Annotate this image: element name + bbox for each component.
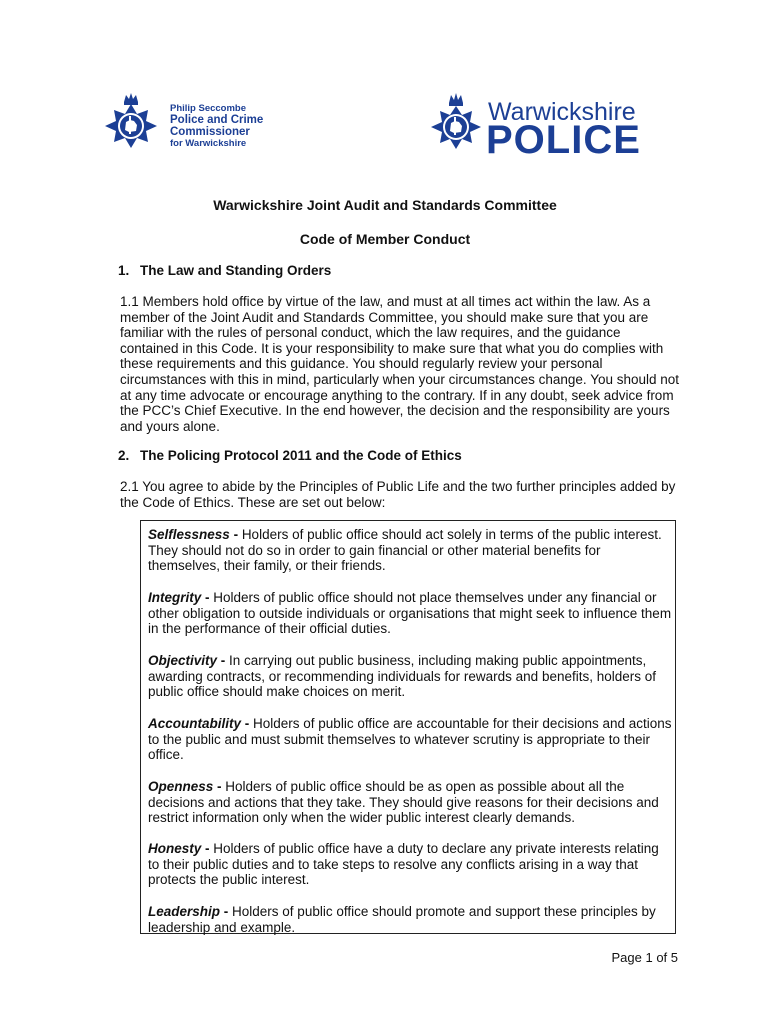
- section-2-number: 2.: [118, 448, 130, 463]
- principle-text: Holders of public office should not place themselves under any financial or other obligation to outside individuals or organisations that might seek to influence them in the performance of their official duties.: [148, 590, 672, 637]
- section-2-heading: [118, 448, 462, 463]
- principle-objectivity: Objectivity - In carrying out public business, including making public appointments, awarding contracts, or recommending individuals for rewards and benefits, holders of public office should make choices on merit.: [148, 653, 657, 700]
- police-logo: [424, 90, 664, 162]
- section-2-title: The Policing Protocol 2011 and the Code of Ethics: [140, 448, 462, 463]
- police-star-badge-icon: [424, 90, 488, 160]
- principle-honesty: Honesty - Holders of public office have a duty to declare any private interests relating to their public duties and to take steps to resolve any conflicts arising in a way that protects the public interest.: [148, 841, 659, 888]
- pcc-line1: Philip Seccombe: [170, 103, 247, 114]
- principle-openness: Openness - Holders of public office should be as open as possible about all the decisions and actions that they take. They should give reasons for their decisions and restrict information only when the wider public interest clearly demands.: [148, 779, 659, 826]
- principle-integrity: Integrity - Holders of public office should not place themselves under any financial or other obligation to outside individuals or organisations that might seek to influence them in the performance of their official duties.: [148, 590, 672, 637]
- pcc-line3: Commissioner: [170, 126, 250, 138]
- page-number: Page 1 of 5: [611, 950, 678, 965]
- pcc-star-bear-badge-icon: [96, 90, 166, 162]
- section-1-number: 1.: [118, 263, 130, 278]
- principle-text: Holders of public office should promote and support these principles by leadership and example.: [148, 904, 656, 935]
- police-logo-line1: Warwickshire: [488, 98, 636, 126]
- principle-term: Accountability: [148, 716, 242, 731]
- principle-text: Holders of public office should act solely in terms of the public interest. They should not do so in order to gain financial or other material benefits for themselves, their family, or their friends.: [148, 527, 662, 574]
- principle-text: Holders of public office are accountable for their decisions and actions to the public and must submit themselves to whatever scrutiny is appropriate to their office.: [148, 716, 672, 763]
- section-1-paragraph: 1.1 Members hold office by virtue of the law, and must at all times act within the law. As a member of the Joint Audit and Standards Committee, you should make sure that you are familiar with the rules of personal conduct, which the law requires, and the guidance contained in this Code. It is your responsibility to make sure that what you do complies with these requirements and this guidance. You should regularly review your personal circumstances with this in mind, particularly when your circumstances change. You should not at any time advocate or encourage anything to the contrary. If in any doubt, seek advice from the PCC’s Chief Executive. In the end however, the decision and the responsibility are yours and yours alone.: [120, 294, 680, 434]
- principle-term: Selflessness: [148, 527, 230, 542]
- principle-leadership: Leadership - Holders of public office should promote and support these principles by leadership and example.: [148, 904, 656, 935]
- pcc-logo: [96, 90, 296, 162]
- principle-selflessness: Selflessness - Holders of public office should act solely in terms of the public interest. They should not do so in order to gain financial or other material benefits for themselves, their family, or their friends.: [148, 527, 662, 574]
- principle-accountability: Accountability - Holders of public office are accountable for their decisions and actions to the public and must submit themselves to whatever scrutiny is appropriate to their office.: [148, 716, 672, 763]
- principle-term: Integrity: [148, 590, 202, 605]
- pcc-line4: for Warwickshire: [170, 138, 247, 149]
- document-title: Warwickshire Joint Audit and Standards Committee: [213, 197, 557, 213]
- principle-term: Objectivity: [148, 653, 218, 668]
- principle-term: Leadership: [148, 904, 221, 919]
- section-1-title: The Law and Standing Orders: [140, 263, 332, 278]
- principle-text: Holders of public office have a duty to declare any private interests relating to their public duties and to take steps to resolve any conflicts arising in a way that protects the public interest.: [148, 841, 659, 888]
- pcc-line2: Police and Crime: [170, 114, 264, 126]
- section-2-paragraph: 2.1 You agree to abide by the Principles of Public Life and the two further principles added by the Code of Ethics. These are set out below:: [120, 479, 676, 510]
- section-1-heading: [118, 263, 331, 278]
- principle-term: Honesty: [148, 841, 202, 856]
- principle-text: Holders of public office should be as open as possible about all the decisions and actions that they take. They should give reasons for their decisions and restrict information only when the wider public interest clearly demands.: [148, 779, 659, 826]
- document-subtitle: Code of Member Conduct: [299, 231, 471, 247]
- principles-box: [140, 520, 676, 934]
- principle-term: Openness: [148, 779, 214, 794]
- police-logo-line2: POLICE: [486, 118, 641, 162]
- principle-text: In carrying out public business, including making public appointments, awarding contracts, or recommending individuals for rewards and benefits, holders of public office should make choices on merit.: [148, 653, 657, 700]
- pcc-logo-text: [170, 103, 263, 149]
